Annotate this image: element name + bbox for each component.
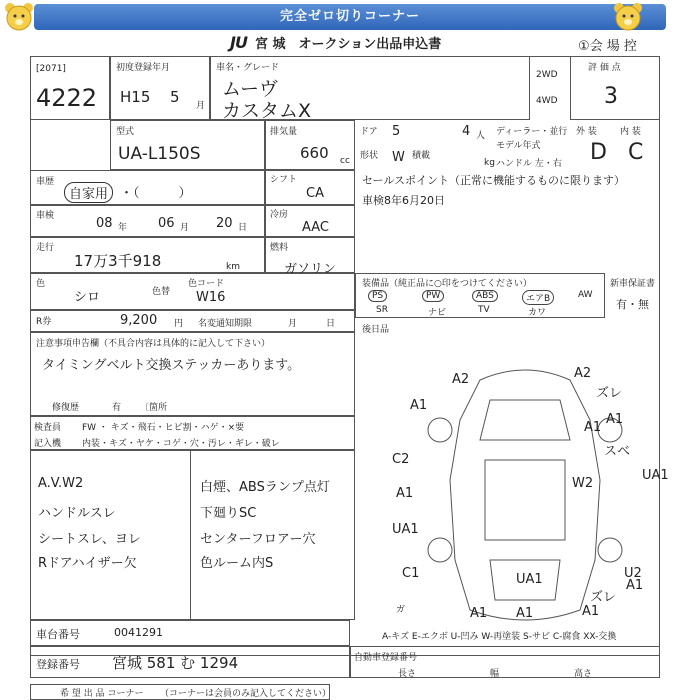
shape-value: W	[392, 150, 405, 165]
footer-note: （コーナーは会員のみ記入してください）	[160, 689, 332, 699]
comment-4: Rドアハイザー欠	[38, 556, 137, 571]
length-label: 長さ	[398, 669, 417, 679]
inspector-label: 検査員	[34, 423, 62, 433]
lot-ref: [2071]	[36, 64, 66, 74]
damage-mark: U2	[624, 566, 642, 581]
equip-pw: PW	[422, 290, 444, 302]
shift-label: シフト	[270, 175, 298, 185]
equip-navi: ナビ	[428, 308, 447, 318]
equip-leather: カワ	[528, 308, 547, 318]
interior-value: C	[628, 140, 644, 165]
equip-airbag: エアB	[522, 290, 554, 305]
notes-value: タイミングベルト交換ステッカーあります。	[42, 358, 301, 373]
first-reg-month: 5	[170, 88, 180, 106]
comment-2: ハンドルスレ	[38, 506, 116, 521]
recycle-unit: 円	[174, 319, 184, 329]
equip-aw: AW	[578, 290, 593, 300]
dealer-label: ディーラー・並行	[496, 127, 568, 137]
mileage-unit: km	[226, 262, 240, 272]
comment-3: シートスレ、ヨレ	[38, 532, 141, 547]
fuel-value: ガソリン	[284, 262, 337, 277]
inspection-day: 20	[216, 216, 233, 231]
car-damage-diagram	[390, 360, 660, 640]
damage-mark: ガ	[396, 605, 406, 615]
displacement-value: 660	[300, 144, 329, 162]
rear-label: 後日品	[362, 325, 390, 335]
damage-mark: C2	[392, 452, 410, 467]
inspection-year: 08	[96, 216, 113, 231]
comment-7: センターフロアー穴	[200, 532, 316, 547]
comment-6: 下廻りSC	[200, 506, 257, 521]
doors-label: ドア	[360, 127, 378, 137]
damage-mark: C1	[402, 566, 420, 581]
car-name: ムーヴ	[222, 78, 279, 100]
comment-8: 色ルーム内S	[200, 556, 274, 571]
shape-label: 形状	[360, 151, 379, 161]
seats-unit: 人	[476, 131, 486, 141]
recycle-value: 9,200	[120, 313, 158, 328]
damage-mark: W2	[572, 476, 594, 491]
damage-mark: UA1	[642, 468, 669, 483]
ac-value: AAC	[302, 220, 329, 235]
damage-mark: A1	[410, 398, 428, 413]
repair-label: 修復歴	[52, 403, 80, 413]
banner-title: 完全ゼロ切りコーナー	[279, 9, 420, 24]
color-code-label: 色コード	[188, 279, 225, 289]
use-label: 車歴	[36, 177, 55, 187]
drive-2wd: 2WD	[536, 70, 558, 80]
new-warranty-label: 新車保証書	[610, 279, 656, 289]
sales-point-value: 車検8年6月20日	[362, 194, 445, 207]
seats-value: 4	[462, 124, 471, 139]
width-label: 幅	[490, 669, 500, 679]
fuel-label: 燃料	[270, 243, 289, 253]
first-reg-label: 初度登録年月	[116, 63, 171, 73]
cargo-label: 積載	[412, 151, 431, 161]
damage-mark: A1	[584, 420, 602, 435]
mileage-value: 17万3千918	[74, 252, 162, 270]
damage-mark: UA1	[516, 572, 543, 587]
drive-4wd: 4WD	[536, 96, 558, 106]
exterior-value: D	[590, 140, 607, 165]
inspection-month-unit: 月	[180, 223, 190, 233]
ju-logo: JU	[230, 33, 247, 52]
color-tone-label: 色替	[152, 287, 171, 297]
equip-ps: PS	[368, 290, 387, 302]
car-grade: カスタムX	[222, 100, 312, 122]
damage-mark: A1	[470, 606, 488, 621]
form-title: 宮 城 オークション出品申込書	[254, 37, 442, 52]
banner	[34, 4, 666, 30]
color-value: シロ	[74, 290, 101, 305]
repair-value: 有	[112, 403, 122, 413]
damage-mark: A2	[452, 372, 470, 387]
equipment-label: 装備品（純正品に○印をつけてください）	[362, 279, 532, 289]
marks-row1: FW ・ キズ・飛石・ヒビ割・ハゲ・×要	[82, 423, 245, 433]
comment-1: A.V.W2	[38, 476, 84, 491]
mascot-bear-icon	[2, 0, 36, 34]
name-change-day: 日	[326, 319, 336, 329]
comments-divider	[190, 450, 191, 620]
chassis-label: 車台番号	[36, 628, 80, 641]
registration-value: 宮城 581 む 1294	[112, 654, 239, 672]
damage-mark: UA1	[392, 522, 419, 537]
chassis-value: 0041291	[114, 626, 163, 639]
inspection-label: 車検	[36, 211, 55, 221]
name-change-label: 名変通知期限	[198, 319, 253, 329]
color-label: 色	[36, 279, 46, 289]
model-label: 型式	[116, 127, 135, 137]
use-value: 自家用	[64, 182, 113, 203]
marks-row2: 内装・キズ・ヤケ・コゲ・穴・汚レ・ギレ・破レ	[82, 439, 280, 449]
footer-label: 希 望 出 品 コーナー	[60, 689, 144, 699]
comment-5: 白煙、ABSランプ点灯	[200, 480, 330, 495]
damage-mark: A2	[574, 366, 592, 381]
equip-sr: SR	[376, 305, 388, 315]
new-warranty-value: 有・無	[616, 298, 649, 311]
displacement-unit: cc	[340, 156, 350, 166]
ac-label: 冷房	[270, 210, 289, 220]
inspection-month: 06	[158, 216, 175, 231]
damage-mark: ズレ	[590, 590, 617, 605]
equip-abs: ABS	[472, 290, 498, 302]
damage-mark: A1	[516, 606, 534, 621]
notes-label: 注意事項申告欄（不具合内容は具体的に記入して下さい）	[36, 339, 271, 349]
displacement-label: 排気量	[270, 127, 298, 137]
doors-value: 5	[392, 124, 401, 139]
damage-mark: A1	[582, 604, 600, 619]
name-change-month: 月	[288, 319, 298, 329]
damage-legend: A-キズ E-エクボ U-凹み W-再塗装 S-サビ C-腐食 XX-交換	[382, 632, 617, 642]
venue-copy: ①会 場 控	[578, 39, 637, 54]
car-label: 車名・グレード	[216, 63, 280, 73]
registration-detail-label: 自動車登録番号	[354, 653, 418, 663]
model-value: UA-L150S	[118, 144, 201, 164]
score-value: 3	[604, 84, 618, 109]
height-label: 高さ	[574, 669, 593, 679]
cargo-unit: kg	[484, 158, 495, 168]
repair-part: 〔箇所	[140, 403, 168, 413]
damage-mark: A1	[396, 486, 414, 501]
damage-mark: ズレ	[596, 386, 623, 401]
shift-value: CA	[306, 186, 324, 201]
recycle-label: R券	[36, 317, 52, 327]
damage-mark: A1	[606, 412, 624, 427]
recycle-cell	[30, 310, 355, 332]
mileage-label: 走行	[36, 243, 55, 253]
lot-number: 4222	[36, 84, 98, 112]
first-reg-year: H15	[120, 88, 151, 106]
damage-mark: スベ	[604, 444, 631, 459]
registration-label: 登録番号	[36, 658, 80, 671]
sales-point-label: セールスポイント（正常に機能するものに限ります）	[362, 174, 626, 187]
interior-label: 内 装	[620, 127, 641, 137]
inspection-day-unit: 日	[238, 223, 248, 233]
damage-mark: A1	[626, 578, 644, 593]
mascot-bear-icon	[611, 0, 645, 34]
color-code: W16	[196, 290, 226, 305]
equip-tv: TV	[478, 305, 490, 315]
handle-label: ハンドル 左・右	[496, 159, 562, 169]
score-label: 評 価 点	[588, 63, 621, 73]
use-rest: ・（ ）	[120, 186, 192, 201]
exterior-label: 外 装	[576, 127, 597, 137]
first-reg-unit: 月	[196, 101, 206, 111]
mark-label: 記入機	[34, 439, 62, 449]
form-header	[230, 33, 441, 52]
inspection-year-unit: 年	[118, 223, 128, 233]
model-year-label: モデル年式	[496, 141, 541, 151]
